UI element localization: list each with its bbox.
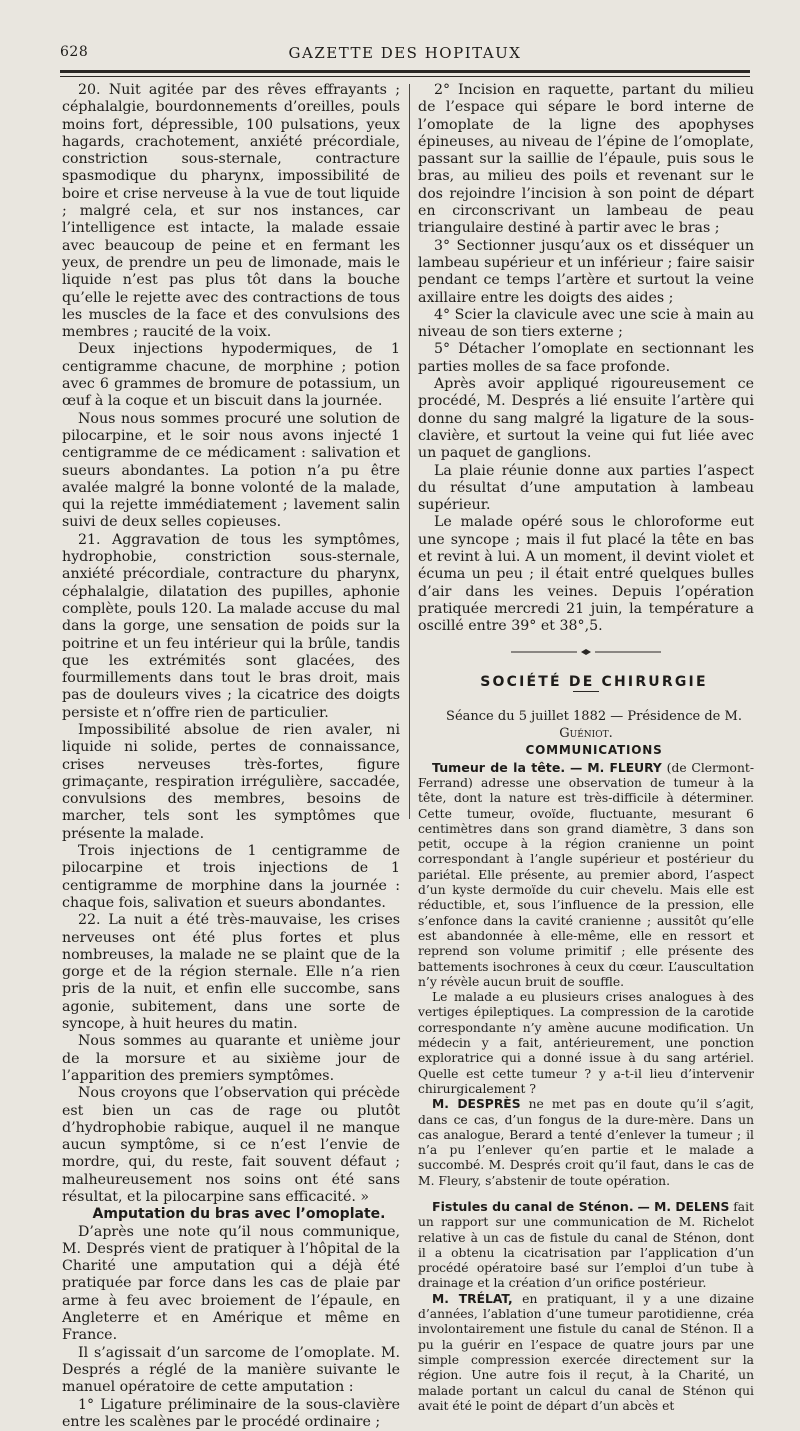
paragraph: Nous sommes au quarante et unième jour de la morsure et au sixième jour de l’apparition des premiers symptômes.	[62, 1033, 400, 1084]
author-fleury: — M. FLEURY	[569, 760, 662, 775]
procedure-step: 4° Scier la clavicule avec une scie à main au niveau de son tiers externe ;	[418, 306, 754, 341]
left-column	[62, 82, 400, 1431]
paragraph: Nous croyons que l’observation qui précède est bien un cas de rage ou plutôt d’hydrophobie rabique, auquel il ne manque aucun symptôme, si ce n’est l’envie de mordre, qui, du reste, fait souvent défaut ; malheureusement nos soins ont été sans résultat, et la pilocarpine sans efficacité. »	[62, 1085, 400, 1205]
procedure-step: 2° Incision en raquette, partant du milieu de l’espace qui sépare le bord interne de l’omoplate de la ligne des apophyses épineuses, au niveau de l’épine de l’omoplate, passant sur la saillie de l’épaule, puis sous le bras, au milieu des poils et revenant sur le dos rejoindre l’incision à son point de départ en circonscrivant un lambeau de peau triangulaire destiné à partir avec le bras ;	[418, 82, 754, 237]
despres-text: ne met pas en doute qu’il s’agit, dans ce cas, d’un fongus de la dure-mère. Dans un cas analogue, Berard a tenté d’enlever la tumeur ; il n’a pu l’enlever qu’en partie et le malade a succombé. M. Després croit qu’il faut, dans le cas de M. Fleury, s’abstenir de toute opération.	[418, 1097, 754, 1188]
ornament-divider-icon	[511, 648, 661, 656]
session-line	[418, 708, 754, 743]
procedure-step: 5° Détacher l’omoplate en sectionnant les parties molles de sa face profonde.	[418, 341, 754, 375]
paragraph: Il s’agissait d’un sarcome de l’omoplate. M. Després a réglé de la manière suivante le manuel opératoire de cette amputation :	[62, 1344, 400, 1396]
header-rule-thick	[60, 70, 750, 73]
paragraph: 1° Ligature préliminaire de la sous-clavière entre les scalènes par le procédé ordinaire ;	[62, 1396, 400, 1430]
tumeur-text: (de Clermont-Ferrand) adresse une observation de tumeur à la tête, dont la nature est très-difficile à déterminer. Cette tumeur, ovoïde, fluctuante, mesurant 6 centimètres dans son grand diamètre, 3 dans son petit, occupe à la région cranienne un point correspondant à l’angle supérieur et postérieur du pariétal. Elle présente, au premier abord, l’aspect d’un kyste dermoïde du cuir chevelu. Mais elle est réductible, et, sous l’influence de la pression, elle s’enfonce dans la cavité cranienne ; aussitôt qu’elle est abandonnée à elle-même, elle en ressort et reprend son volume primitif ; elle présente des battements isochrones à ceux du cœur. L’auscultation n’y révèle aucun bruit de souffle.	[418, 760, 754, 989]
column-divider	[409, 84, 410, 819]
session-prefix: Séance du 5 juillet 1882 — Présidence de M.	[446, 708, 742, 724]
communication-trelat	[418, 1292, 754, 1414]
communication-despres	[418, 1097, 754, 1189]
paragraph: Impossibilité absolue de rien avaler, ni liquide ni solide, pertes de connaissance, crises nerveuses très-fortes, figure grimaçante, respiration irrégulière, saccadée, convulsions des membres, besoins de marcher, tels sont les symptômes que présente la malade.	[62, 721, 400, 842]
author-despres: M. DESPRÈS	[432, 1097, 521, 1112]
short-rule	[573, 691, 599, 692]
page-number: 628	[60, 44, 89, 60]
paragraph: Deux injections hypodermiques, de 1 centigramme chacune, de morphine ; potion avec 6 grammes de bromure de potassium, un œuf à la coque et un biscuit dans la journée.	[62, 341, 400, 410]
author-trelat: M. TRÉLAT,	[432, 1291, 513, 1306]
communication-fistules	[418, 1199, 754, 1292]
paragraph: 21. Aggravation de tous les symptômes, hydrophobie, constriction sous-sternale, anxiété précordiale, contracture du pharynx, céphalalgie, dilatation des pupilles, aphonie complète, pouls 120. La malade accuse du mal dans la gorge, une sensation de poids sur la poitrine et un feu intérieur qui la brûle, tandis que les extrémités sont glacées, des fourmillements dans tout le bras droit, mais pas de douleurs vives ; la cicatrice des doigts persiste et n’offre rien de particulier.	[62, 531, 400, 721]
journal-title: GAZETTE DES HOPITAUX	[288, 44, 522, 62]
paragraph: Trois injections de 1 centigramme de pilocarpine et trois injections de 1 centigramme de morphine dans la journée : chaque fois, salivation et sueurs abondantes.	[62, 843, 400, 911]
communications-heading: COMMUNICATIONS	[525, 743, 663, 758]
paragraph: La plaie réunie donne aux parties l’aspect du résultat d’une amputation à lambeau supérieur.	[418, 462, 754, 514]
trelat-text: en pratiquant, il y a une dizaine d’années, l’ablation d’une tumeur parotidienne, créa involontairement une fistule du canal de Sténon. Il a pu la guérir en l’espace de quatre jours par une simple compression exercée directement sur la région. Une autre fois il reçut, à la Charité, un malade portant un calcul du canal de Sténon qui avait été le point de départ d’un abcès et	[418, 1291, 754, 1413]
procedure-step: 3° Sectionner jusqu’aux os et disséquer un lambeau supérieur et un inférieur ; faire saisir pendant ce temps l’artère et surtout la veine axillaire entre les doigts des aides ;	[418, 237, 754, 306]
paragraph: Le malade opéré sous le chloroforme eut une syncope ; mais il fut placé la tête en bas et revint à lui. A un moment, il devint violet et écuma un peu ; il était entré quelques bulles d’air dans les veines. Depuis l’opération pratiquée mercredi 21 juin, la température a oscillé entre 39° et 38°,5.	[418, 514, 754, 635]
paragraph: 20. Nuit agitée par des rêves effrayants ; céphalalgie, bourdonnements d’oreilles, pouls moins fort, dépressible, 100 pulsations, yeux hagards, crachotement, anxiété précordiale, constriction sous-sternale, contracture spasmodique du pharynx, impossibilité de boire et crise nerveuse à la vue de tout liquide ; malgré cela, et sur nos instances, car l’intelligence est intacte, la malade essaie avec beaucoup de peine et en fermant les yeux, de prendre un peu de limonade, mais le liquide n’est pas plus tôt dans la bouche qu’elle le rejette avec des contractions de tous les muscles de la face et des convulsions des membres ; raucité de la voix.	[62, 82, 400, 341]
header-rule-thin	[60, 76, 750, 77]
fistules-text: fait un rapport sur une communication de M. Richelot relative à un cas de fistule du canal de Sténon, dont il a obtenu la cicatrisation par l’application d’un procédé opératoire basé sur l’emploi d’un tube à drainage et la création d’un orifice postérieur.	[418, 1200, 754, 1291]
right-column	[418, 82, 754, 1414]
paragraph: Le malade a eu plusieurs crises analogues à des vertiges épileptiques. La compression de la carotide correspondante n’y amène aucune modification. Un médecin y a fait, antérieurement, une ponction exploratrice qui a donné issue à du sang artériel. Quelle est cette tumeur ? y a-t-il lieu d’intervenir chirurgicalement ?	[418, 990, 754, 1096]
paragraph: Nous nous sommes procuré une solution de pilocarpine, et le soir nous avons injecté 1 centigramme de ce médicament : salivation et sueurs abondantes. La potion n’a pu être avalée malgré la bonne volonté de la malade, qui la rejette immédiatement ; lavement salin suivi de deux selles copieuses.	[62, 410, 400, 531]
communications-body	[418, 760, 754, 1414]
rubric-tumeur: Tumeur de la tête.	[432, 759, 566, 775]
paragraph: Après avoir appliqué rigoureusement ce procédé, M. Després a lié ensuite l’artère qui donne du sang malgré la ligature de la sous-clavière, et surtout la veine qui fut liée avec un paquet de ganglions.	[418, 376, 754, 462]
communication-tumeur	[418, 760, 754, 990]
paragraph: 22. La nuit a été très-mauvaise, les crises nerveuses ont été plus fortes et plus nombreuses, la malade ne se plaint que de la gorge et de la région sternale. Elle n’a rien pris de la nuit, et enfin elle succombe, sans agonie, subitement, dans une sorte de syncope, à huit heures du matin.	[62, 912, 400, 1033]
rubric-fistules: Fistules du canal de Sténon.	[432, 1199, 634, 1214]
author-delens: — M. DELENS	[637, 1200, 730, 1214]
section-title: Amputation du bras avec l’omoplate.	[92, 1206, 386, 1223]
paragraph: D’après une note qu’il nous communique, M. Després vient de pratiquer à l’hôpital de la Charité une amputation qui a déjà été pratiquée par force dans les cas de plaie par arme à feu avec broiement de l’épaule, en Angleterre et en Amérique et même en France.	[62, 1223, 400, 1344]
session-president: Guéniot.	[559, 726, 613, 742]
society-title: SOCIÉTÉ DE CHIRURGIE	[480, 673, 708, 690]
page-header	[60, 44, 750, 66]
